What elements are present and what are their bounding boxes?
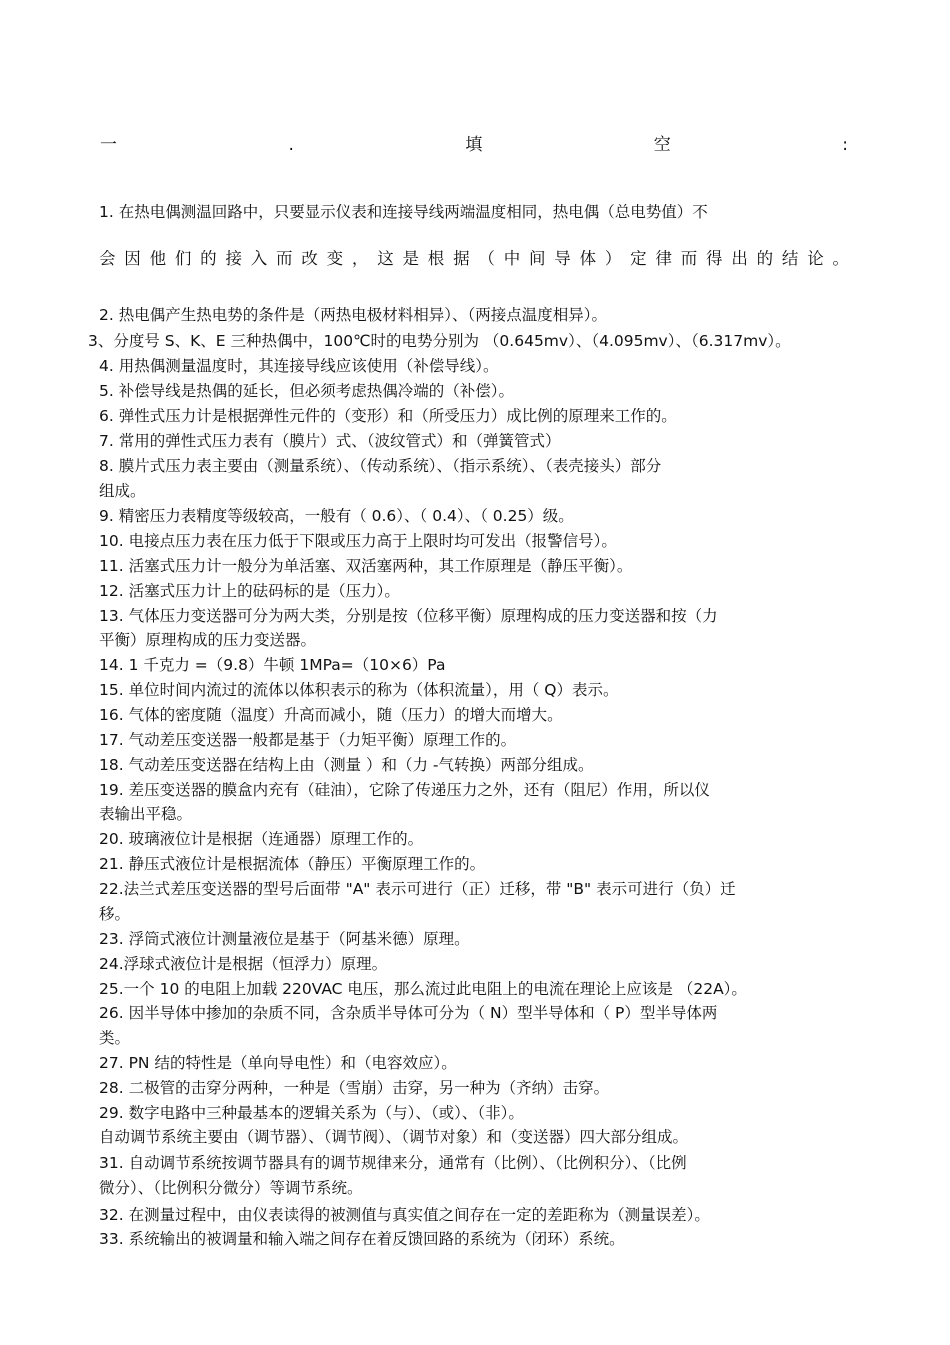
question-16: 16. 气体的密度随（温度）升高而减小，随（压力）的增大而增大。 (99, 706, 563, 724)
question-28: 28. 二极管的击穿分两种，一种是（雪崩）击穿，另一种为（齐纳）击穿。 (99, 1079, 610, 1097)
question-22-line-1: 22.法兰式差压变送器的型号后面带 "A" 表示可进行（正）迁移，带 "B" 表示可进行（负）迁 (99, 880, 736, 898)
question-9: 9. 精密压力表精度等级较高，一般有（ 0.6）、（ 0.4）、（ 0.25）级。 (99, 507, 574, 525)
question-8-line-2: 组成。 (99, 482, 146, 500)
heading-char: : (842, 135, 848, 155)
section-heading (100, 133, 848, 157)
question-20: 20. 玻璃液位计是根据（连通器）原理工作的。 (99, 830, 424, 848)
question-7: 7. 常用的弹性式压力表有（膜片）式、（波纹管式）和（弹簧管式） (99, 432, 561, 450)
question-6: 6. 弹性式压力计是根据弹性元件的（变形）和（所受压力）成比例的原理来工作的。 (99, 407, 677, 425)
heading-char: . (288, 135, 294, 155)
question-15: 15. 单位时间内流过的流体以体积表示的称为（体积流量），用（ Q）表示。 (99, 681, 619, 699)
heading-char: 空 (653, 135, 671, 155)
question-21: 21. 静压式液位计是根据流体（静压）平衡原理工作的。 (99, 855, 486, 873)
heading-char: 一 (100, 135, 117, 155)
question-22-line-2: 移。 (99, 905, 131, 923)
question-30: 自动调节系统主要由（调节器）、（调节阀）、（调节对象）和（变送器）四大部分组成。 (99, 1128, 689, 1146)
question-26-line-2: 类。 (99, 1029, 131, 1047)
question-31-line-2: 微分）、（比例积分微分）等调节系统。 (99, 1179, 363, 1197)
question-23: 23. 浮筒式液位计测量液位是基于（阿基米德）原理。 (99, 930, 470, 948)
question-1-line-1: 1. 在热电偶测温回路中，只要显示仪表和连接导线两端温度相同，热电偶（总电势值）不 (99, 203, 708, 221)
question-5: 5. 补偿导线是热偶的延长，但必须考虑热偶冷端的（补偿）。 (99, 382, 514, 400)
question-18: 18. 气动差压变送器在结构上由（测量 ）和（力 -气转换）两部分组成。 (99, 756, 594, 774)
question-12: 12. 活塞式压力计上的砝码标的是（压力）。 (99, 582, 400, 600)
question-31-line-1: 31. 自动调节系统按调节器具有的调节规律来分，通常有（比例）、（比例积分）、（比例 (99, 1154, 687, 1172)
question-11: 11. 活塞式压力计一般分为单活塞、双活塞两种，其工作原理是（静压平衡）。 (99, 557, 633, 575)
heading-char: 填 (465, 135, 483, 155)
question-17: 17. 气动差压变送器一般都是基于（力矩平衡）原理工作的。 (99, 731, 517, 749)
question-27: 27. PN 结的特性是（单向导电性）和（电容效应）。 (99, 1054, 457, 1072)
question-2: 2. 热电偶产生热电势的条件是（两热电极材料相异）、（两接点温度相异）。 (99, 306, 607, 324)
question-26-line-1: 26. 因半导体中掺加的杂质不同，含杂质半导体可分为（ N）型半导体和（ P）型半导体两 (99, 1004, 718, 1022)
question-13-line-2: 平衡）原理构成的压力变送器。 (99, 631, 317, 649)
question-4: 4. 用热偶测量温度时，其连接导线应该使用（补偿导线）。 (99, 357, 499, 375)
question-25: 25.一个 10 的电阻上加载 220VAC 电压，那么流过此电阻上的电流在理论上应该是 （22A）。 (99, 980, 747, 998)
question-13-line-1: 13. 气体压力变送器可分为两大类，分别是按（位移平衡）原理构成的压力变送器和按（力 (99, 607, 718, 625)
question-19-line-1: 19. 差压变送器的膜盒内充有（硅油），它除了传递压力之外，还有（阻尼）作用，所以仪 (99, 781, 710, 799)
question-14: 14. 1 千克力 =（9.8）牛顿 1MPa=（10×6）Pa (99, 656, 446, 674)
question-10: 10. 电接点压力表在压力低于下限或压力高于上限时均可发出（报警信号）。 (99, 532, 617, 550)
question-33: 33. 系统输出的被调量和输入端之间存在着反馈回路的系统为（闭环）系统。 (99, 1230, 625, 1248)
question-19-line-2: 表输出平稳。 (99, 805, 193, 823)
question-32: 32. 在测量过程中，由仪表读得的被测值与真实值之间存在一定的差距称为（测量误差）。 (99, 1206, 710, 1224)
question-29: 29. 数字电路中三种最基本的逻辑关系为（与）、（或）、（非）。 (99, 1104, 524, 1122)
question-1-line-2: 会因他们的接入而改变，这是根据（中间导体）定律而得出的结论。 (99, 249, 849, 268)
question-8-line-1: 8. 膜片式压力表主要由（测量系统）、（传动系统）、（指示系统）、（表壳接头）部分 (99, 457, 662, 475)
question-3: 3、分度号 S、K、E 三种热偶中，100℃时的电势分别为 （0.645mv）、（4.095mv）、（6.317mv）。 (88, 332, 791, 350)
question-24: 24.浮球式液位计是根据（恒浮力）原理。 (99, 955, 388, 973)
